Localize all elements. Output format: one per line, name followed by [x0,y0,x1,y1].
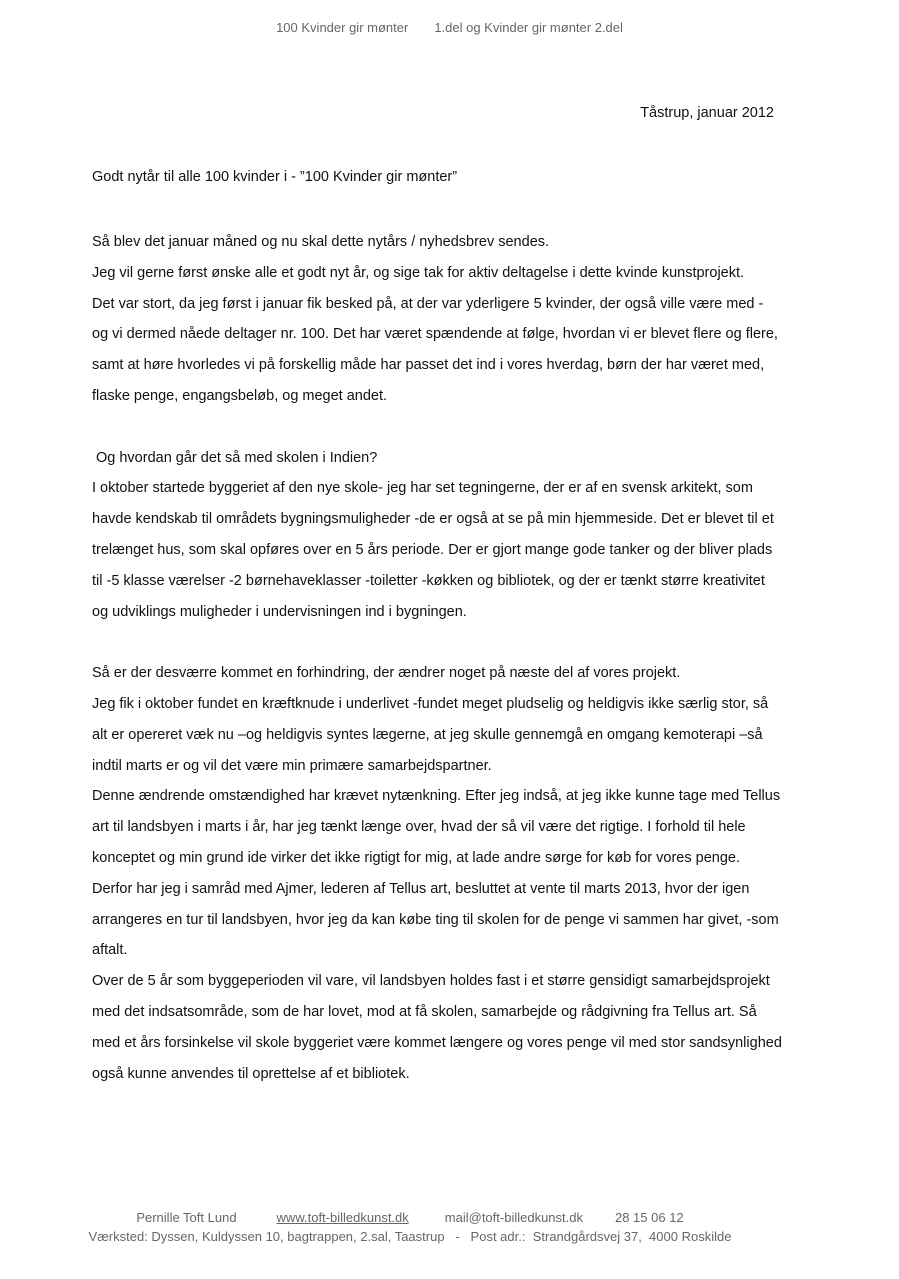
spacer [92,627,782,658]
footer-address: Værksted: Dyssen, Kuldyssen 10, bagtrappen, 2.sal, Taastrup - Post adr.: Strandgårdsvej 37, 4000 Roskilde [88,1229,732,1244]
spacer [92,412,782,443]
paragraph-6: Så er der desværre kommet en forhindring, der ændrer noget på næste del af vores projekt. [92,665,681,682]
page-footer [0,1208,820,1246]
paragraph-7: Jeg fik i oktober fundet en kræftknude i underlivet -fundet meget pludselig og heldigvis ikke særlig stor, så alt er opereret væk nu –og heldigvis syntes lægerne, at jeg skulle gennemgå en omgang kemoterapi –så indtil marts er og vil det være min primære samarbejdspartner. [92,695,769,774]
footer-website-link[interactable]: www.toft-billedkunst.dk [276,1210,409,1225]
footer-contact-line [0,1208,820,1227]
paragraph-1: Så blev det januar måned og nu skal dette nytårs / nyhedsbrev sendes. [92,234,550,250]
greeting: Godt nytår til alle 100 kvinder i - ”100 Kvinder gir mønter” [92,169,458,185]
footer-name: Pernille Toft Lund [136,1210,237,1225]
dateline: Tåstrup, januar 2012 [640,105,774,121]
header-title-right: 1.del og Kvinder gir mønter 2.del [434,20,623,35]
paragraph-8: Denne ændrende omstændighed har krævet nytænkning. Efter jeg indså, at jeg ikke kunne tage med Tellus art til landsbyen i marts i år, har jeg tænkt længe over, hvad der så vil være det rigtige. I forhold til hele konceptet og min grund ide virker det ikke rigtigt for mig, at lade andre sørge for køb for vores penge. Derfor har jeg i samråd med Ajmer, lederen af Tellus art, besluttet at vente til marts 2013, hvor der igen arrangeres en tur til landsbyen, hvor jeg da kan købe ting til skolen for de penge vi sammen har givet, -som aftalt. [92,788,781,959]
paragraph-4-question: Og hvordan går det så med skolen i Indien? [96,449,378,466]
letter-body [92,227,782,1089]
paragraph-2: Jeg vil gerne først ønske alle et godt nyt år, og sige tak for aktiv deltagelse i dette kvinde kunstprojekt. [92,264,745,281]
header-title-left: 100 Kvinder gir mønter [276,20,409,35]
paragraph-3: Det var stort, da jeg først i januar fik besked på, at der var yderligere 5 kvinder, der også ville være med - og vi dermed nåede deltager nr. 100. Det har været spændende at følge, hvordan vi er blevet flere og flere, samt at høre hvorledes vi på forskellig måde har passet det ind i vores hverdag, børn der har været med, flaske penge, engangsbeløb, og meget andet. [92,295,778,404]
paragraph-5: I oktober startede byggeriet af den nye skole- jeg har set tegningerne, der er af en svensk arkitekt, som havde kendskab til områdets bygningsmuligheder -de er også at se på min hjemmeside. Det er blevet til et trelænget hus, som skal opføres over en 5 års periode. Der er gjort mange gode tanker og der bliver plads til -5 klasse værelser -2 børnehaveklasser -toiletter -køkken og bibliotek, og der er tænkt større kreativitet og udviklings muligheder i undervisningen ind i bygningen. [92,480,774,620]
footer-phone: 28 15 06 12 [614,1210,684,1225]
paragraph-9: Over de 5 år som byggeperioden vil vare, vil landsbyen holdes fast i et større gensidigt samarbejdsprojekt med det indsatsområde, som de har lovet, mod at få skolen, samarbejde og rådgivning fra Tellus art. Så med et års forsinkelse vil skole byggeriet være kommet længere og vores penge vil med stor sandsynlighed også kunne anvendes til oprettelse af et bibliotek. [92,973,782,1082]
footer-email: mail@toft-billedkunst.dk [444,1210,583,1225]
page-header [0,20,899,35]
